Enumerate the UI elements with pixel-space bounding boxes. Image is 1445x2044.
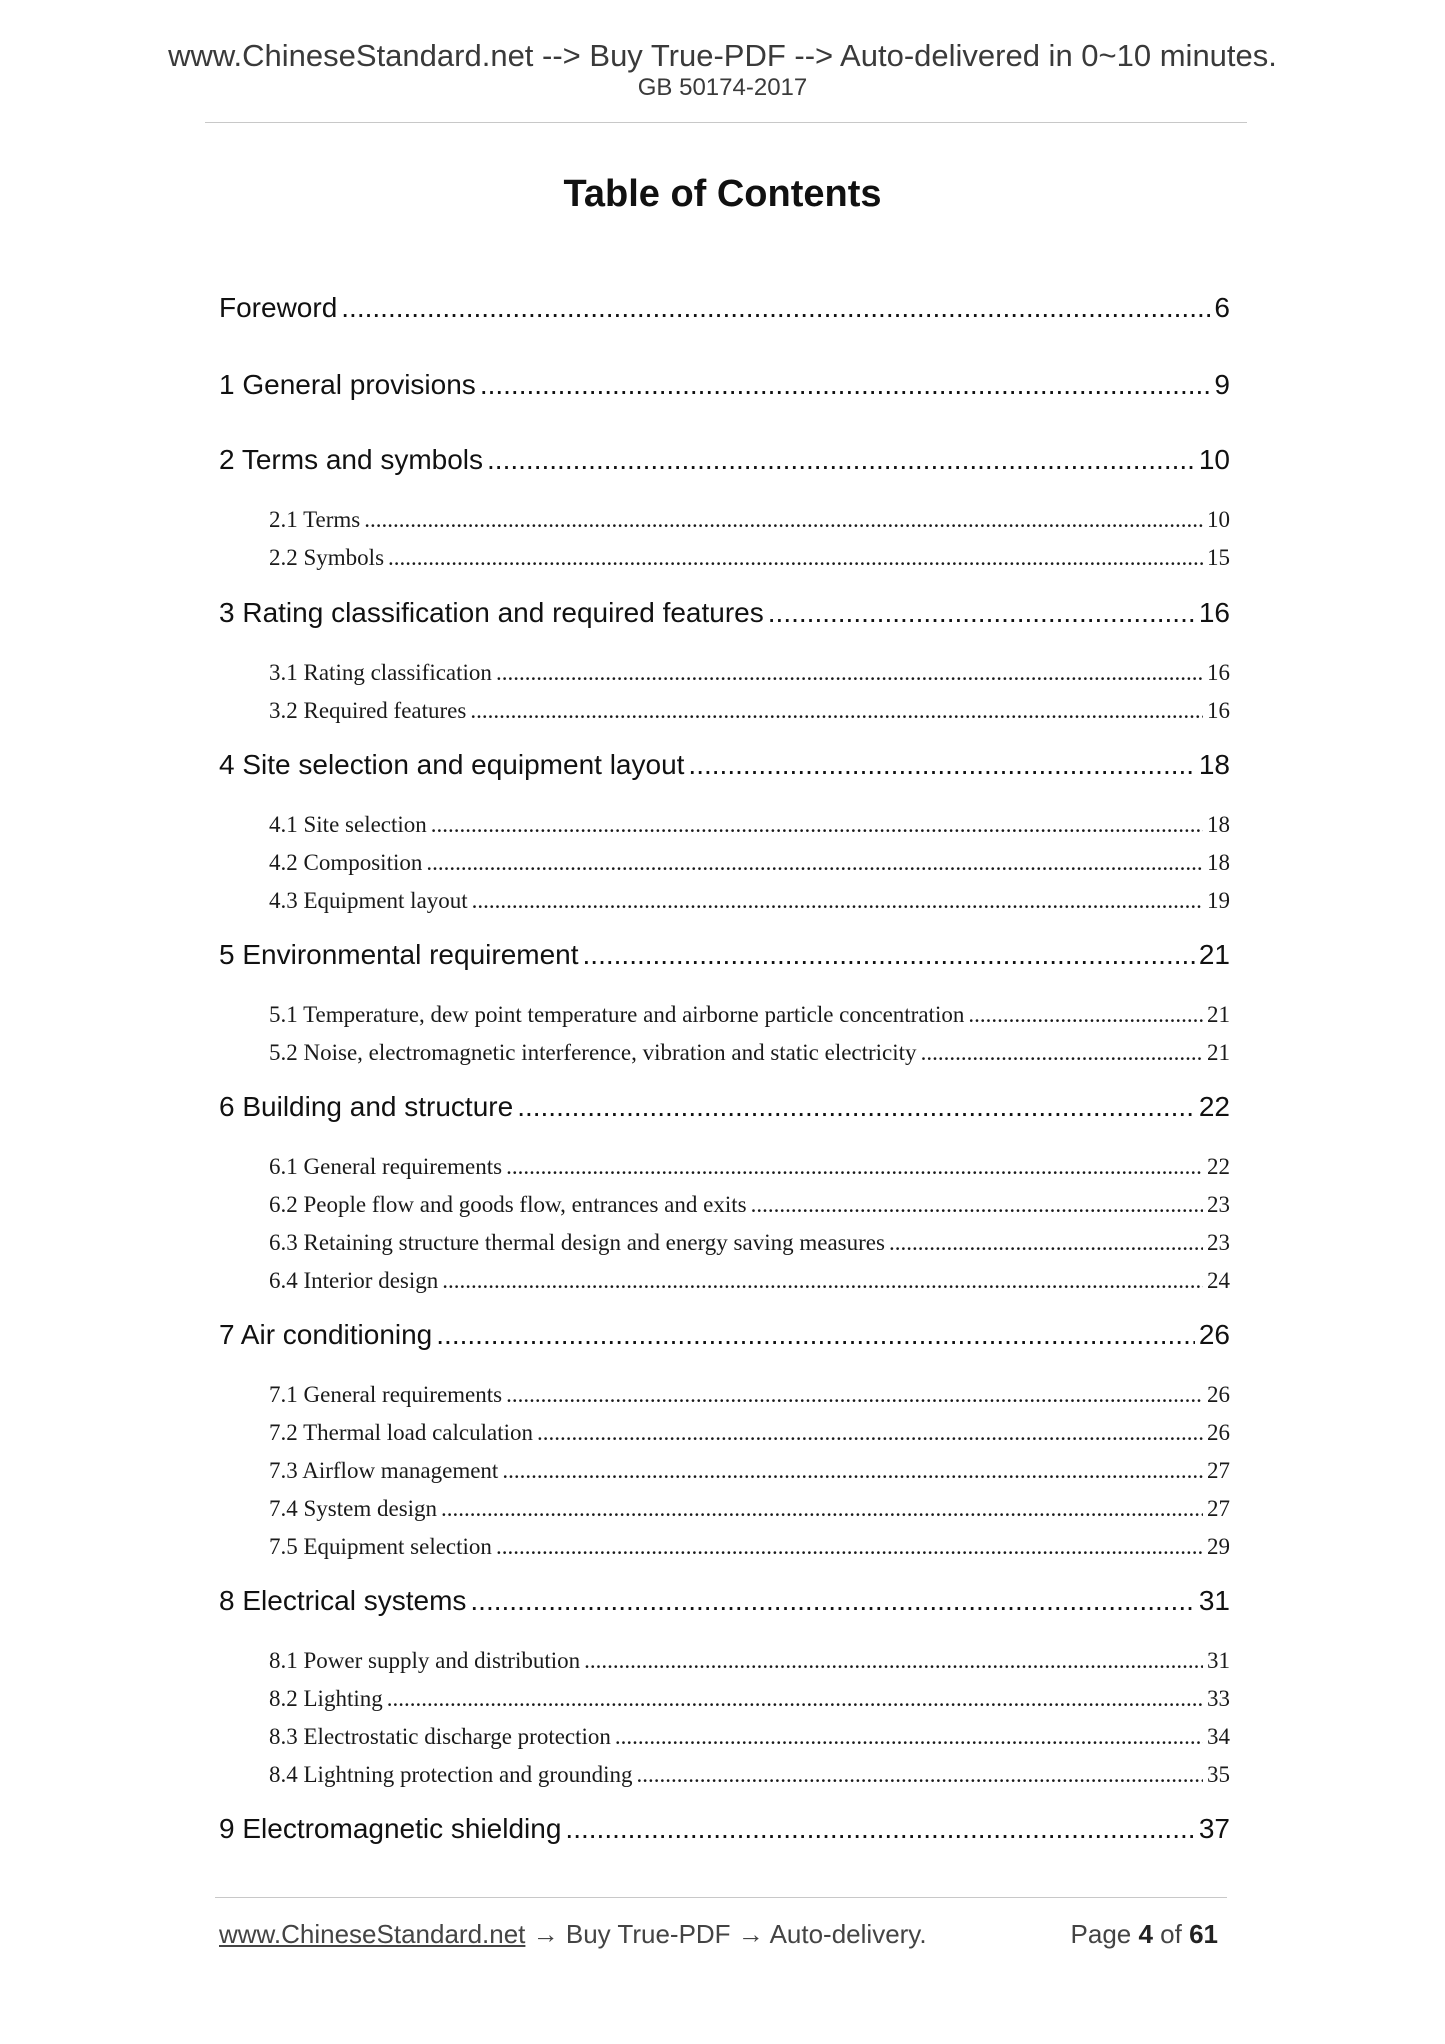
- toc-section[interactable]: [269, 1722, 1230, 1752]
- dot-leader: [751, 1190, 1203, 1220]
- dot-leader: [441, 1494, 1203, 1524]
- toc-entry-label: 4.3 Equipment layout: [269, 888, 468, 913]
- toc-entry-page: 16: [1207, 660, 1230, 685]
- dot-leader: [506, 1152, 1203, 1182]
- toc-entry-page: 18: [1198, 749, 1230, 780]
- toc-entry-page: 31: [1207, 1648, 1230, 1673]
- toc-entry-page: 15: [1207, 545, 1230, 570]
- toc-entry-label: 8.3 Electrostatic discharge protection: [269, 1724, 611, 1749]
- toc-entry-label: 3 Rating classification and required features: [219, 597, 764, 628]
- toc-entry-label: 4.1 Site selection: [269, 812, 427, 837]
- dot-leader: [431, 810, 1203, 840]
- toc-entry-page: 10: [1198, 444, 1230, 475]
- table-of-contents: [219, 0, 1230, 2044]
- toc-chapter[interactable]: [219, 1317, 1230, 1353]
- toc-section[interactable]: [269, 1152, 1230, 1182]
- dot-leader: [565, 1811, 1194, 1847]
- toc-entry-label: 1 General provisions: [219, 369, 476, 400]
- dot-leader: [615, 1722, 1203, 1752]
- toc-entry-label: 3.2 Required features: [269, 698, 467, 723]
- toc-entry-label: 8.1 Power supply and distribution: [269, 1648, 581, 1673]
- toc-entry-label: 2.1 Terms: [269, 507, 361, 532]
- toc-section[interactable]: [269, 1760, 1230, 1790]
- toc-entry-page: 21: [1198, 939, 1230, 970]
- toc-section[interactable]: [269, 1494, 1230, 1524]
- dot-leader: [889, 1228, 1203, 1258]
- toc-entry-label: 8.4 Lightning protection and grounding: [269, 1762, 633, 1787]
- footer-tagline: → Buy True-PDF → Auto-delivery.: [525, 1919, 927, 1949]
- toc-entry-label: 9 Electromagnetic shielding: [219, 1813, 562, 1844]
- toc-entry-page: 6: [1214, 292, 1230, 323]
- toc-entry-page: 22: [1198, 1091, 1230, 1122]
- toc-entry-label: 5.1 Temperature, dew point temperature and airborne particle concentration: [269, 1002, 965, 1027]
- toc-entry-page: 35: [1207, 1762, 1230, 1787]
- toc-entry-page: 29: [1207, 1534, 1230, 1559]
- header-banner: www.ChineseStandard.net --> Buy True-PDF --> Auto-delivered in 0~10 minutes.: [168, 38, 1277, 73]
- toc-entry-page: 19: [1207, 888, 1230, 913]
- toc-entry-label: 2 Terms and symbols: [219, 444, 484, 475]
- dot-leader: [502, 1456, 1203, 1486]
- dot-leader: [584, 1646, 1203, 1676]
- toc-chapter[interactable]: [219, 595, 1230, 631]
- toc-section[interactable]: [269, 1532, 1230, 1562]
- toc-section[interactable]: [269, 1266, 1230, 1296]
- toc-section[interactable]: [269, 1456, 1230, 1486]
- dot-leader: [487, 442, 1195, 478]
- toc-entry-label: 7.5 Equipment selection: [269, 1534, 492, 1559]
- toc-entry-label: 6.2 People flow and goods flow, entrances and exits: [269, 1192, 747, 1217]
- dot-leader: [442, 1266, 1203, 1296]
- toc-section[interactable]: [269, 1380, 1230, 1410]
- toc-entry-page: 22: [1207, 1154, 1230, 1179]
- toc-entry-label: 4 Site selection and equipment layout: [219, 749, 685, 780]
- toc-section[interactable]: [269, 886, 1230, 916]
- toc-section[interactable]: [269, 1646, 1230, 1676]
- toc-chapter[interactable]: [219, 1089, 1230, 1125]
- toc-entry-label: 7.1 General requirements: [269, 1382, 503, 1407]
- toc-entry-page: 9: [1214, 369, 1230, 400]
- toc-section[interactable]: [269, 543, 1230, 573]
- toc-entry-label: 6 Building and structure: [219, 1091, 514, 1122]
- dot-leader: [387, 1684, 1203, 1714]
- dot-leader: [688, 747, 1194, 783]
- toc-section[interactable]: [269, 1190, 1230, 1220]
- toc-entry-label: 7 Air conditioning: [219, 1319, 433, 1350]
- page-footer: [219, 1916, 1230, 1952]
- toc-entry-page: 33: [1207, 1686, 1230, 1711]
- dot-leader: [426, 848, 1203, 878]
- page-indicator: [1071, 1916, 1218, 1952]
- toc-section[interactable]: [269, 505, 1230, 535]
- toc-entry-page: 27: [1207, 1496, 1230, 1521]
- toc-chapter[interactable]: [219, 367, 1230, 403]
- toc-entry-label: 8.2 Lighting: [269, 1686, 383, 1711]
- toc-chapter[interactable]: [219, 937, 1230, 973]
- toc-entry-page: 24: [1207, 1268, 1230, 1293]
- toc-entry-page: 26: [1207, 1420, 1230, 1445]
- page-title: Table of Contents: [563, 173, 882, 215]
- toc-chapter[interactable]: [219, 1583, 1230, 1619]
- toc-entry-page: 34: [1207, 1724, 1230, 1749]
- toc-entry-label: 8 Electrical systems: [219, 1585, 467, 1616]
- toc-entry-page: 23: [1207, 1230, 1230, 1255]
- toc-chapter[interactable]: [219, 442, 1230, 478]
- toc-entry-label: 6.1 General requirements: [269, 1154, 503, 1179]
- toc-section[interactable]: [269, 1228, 1230, 1258]
- standard-code: GB 50174-2017: [637, 74, 808, 101]
- dot-leader: [472, 886, 1203, 916]
- toc-chapter[interactable]: [219, 747, 1230, 783]
- toc-section[interactable]: [269, 696, 1230, 726]
- toc-entry-label: 3.1 Rating classification: [269, 660, 492, 685]
- dot-leader: [341, 290, 1210, 326]
- toc-chapter[interactable]: [219, 290, 1230, 326]
- toc-entry-page: 31: [1198, 1585, 1230, 1616]
- toc-entry-label: 7.4 System design: [269, 1496, 438, 1521]
- dot-leader: [517, 1089, 1195, 1125]
- toc-section[interactable]: [269, 658, 1230, 688]
- toc-section[interactable]: [269, 1418, 1230, 1448]
- dot-leader: [636, 1760, 1203, 1790]
- dot-leader: [496, 1532, 1203, 1562]
- toc-entry-label: 7.2 Thermal load calculation: [269, 1420, 533, 1445]
- toc-entry-label: 5 Environmental requirement: [219, 939, 579, 970]
- toc-entry-label: 7.3 Airflow management: [269, 1458, 499, 1483]
- page-total: 61: [1189, 1919, 1218, 1949]
- toc-entry-label: 6.3 Retaining structure thermal design and energy saving measures: [269, 1230, 885, 1255]
- toc-section[interactable]: [269, 848, 1230, 878]
- toc-entry-page: 37: [1198, 1813, 1230, 1844]
- dot-leader: [388, 543, 1203, 573]
- toc-entry-page: 21: [1207, 1040, 1230, 1065]
- toc-entry-label: 6.4 Interior design: [269, 1268, 439, 1293]
- toc-entry-label: 5.2 Noise, electromagnetic interference, vibration and static electricity: [269, 1040, 917, 1065]
- dot-leader: [968, 1000, 1203, 1030]
- toc-entry-page: 18: [1207, 812, 1230, 837]
- toc-entry-page: 26: [1198, 1319, 1230, 1350]
- toc-entry-page: 18: [1207, 850, 1230, 875]
- toc-entry-page: 16: [1198, 597, 1230, 628]
- dot-leader: [768, 595, 1195, 631]
- toc-entry-label: 4.2 Composition: [269, 850, 423, 875]
- toc-section[interactable]: [269, 1000, 1230, 1030]
- toc-entry-page: 27: [1207, 1458, 1230, 1483]
- dot-leader: [921, 1038, 1203, 1068]
- toc-section[interactable]: [269, 1038, 1230, 1068]
- toc-entry-page: 26: [1207, 1382, 1230, 1407]
- dot-leader: [470, 696, 1203, 726]
- toc-entry-page: 10: [1207, 507, 1230, 532]
- toc-section[interactable]: [269, 1684, 1230, 1714]
- dot-leader: [364, 505, 1203, 535]
- dot-leader: [496, 658, 1203, 688]
- toc-chapter[interactable]: [219, 1811, 1230, 1847]
- dot-leader: [583, 937, 1195, 973]
- toc-entry-page: 23: [1207, 1192, 1230, 1217]
- toc-entry-page: 21: [1207, 1002, 1230, 1027]
- footer-divider: [215, 1897, 1227, 1898]
- dot-leader: [470, 1583, 1194, 1619]
- toc-entry-page: 16: [1207, 698, 1230, 723]
- page-current: 4: [1138, 1919, 1153, 1949]
- page-prefix: Page: [1070, 1919, 1139, 1949]
- toc-section[interactable]: [269, 810, 1230, 840]
- dot-leader: [537, 1418, 1203, 1448]
- dot-leader: [480, 367, 1211, 403]
- toc-entry-label: 2.2 Symbols: [269, 545, 385, 570]
- page-of: of: [1152, 1919, 1190, 1949]
- toc-entry-label: Foreword: [219, 292, 338, 323]
- dot-leader: [506, 1380, 1203, 1410]
- footer-site-link[interactable]: www.ChineseStandard.net: [219, 1919, 526, 1949]
- dot-leader: [436, 1317, 1195, 1353]
